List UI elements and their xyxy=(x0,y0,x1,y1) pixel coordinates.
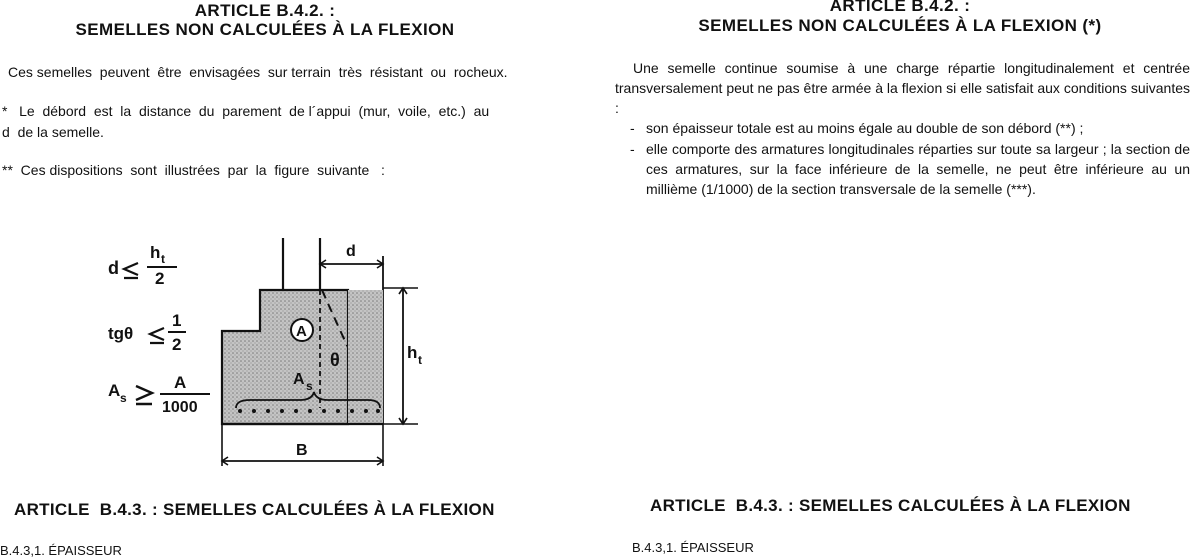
formula-theta-condition xyxy=(108,311,186,354)
formula-d-numerator-sub: t xyxy=(161,252,165,266)
right-bullet-2 xyxy=(630,139,1190,219)
right-bullet-2-text: elle comporte des armatures longitudinales réparties sur toute sa largeur ; la section de ces armatures, sur la face inférieure de la semelle, ne peut être inférieure au un millième (1/1000) de la section transversale de la semelle (***). xyxy=(646,141,1190,197)
label-a: A xyxy=(296,323,307,340)
formula-as-denominator: 1000 xyxy=(162,399,198,416)
formula-d-numerator: h xyxy=(150,243,161,262)
left-paragraph-2-line1: * Le débord est la distance du parement de l´appui (mur, voile, etc.) au xyxy=(2,103,490,119)
left-section-title: ARTICLE B.4.3. : SEMELLES CALCULÉES À LA FLEXION xyxy=(14,500,495,519)
label-b: B xyxy=(296,442,308,459)
left-paragraph-3: ** Ces dispositions sont illustrées par la figure suivante : xyxy=(2,162,385,178)
label-as: A xyxy=(293,371,305,388)
formula-as-lhs: A xyxy=(108,381,121,400)
leq-symbol xyxy=(150,328,164,343)
label-d: d xyxy=(346,243,356,260)
left-paragraph-1: Ces semelles peuvent être envisagées sur terrain très résistant ou rocheux. xyxy=(8,64,508,80)
right-title-line1: ARTICLE B.4.2. : xyxy=(829,0,971,15)
label-ht-sub: t xyxy=(418,353,422,367)
leq-symbol xyxy=(124,263,138,278)
bullet-dash: - xyxy=(630,141,635,157)
right-section-title: ARTICLE B.4.3. : SEMELLES CALCULÉES À LA FLEXION xyxy=(650,496,1131,515)
label-as-sub: s xyxy=(306,379,313,393)
left-title-line2: SEMELLES NON CALCULÉES À LA FLEXION xyxy=(75,20,455,39)
footing-figure xyxy=(100,228,440,473)
formula-theta-lhs: tgθ xyxy=(108,324,134,343)
right-subsection: B.4.3,1. ÉPAISSEUR xyxy=(632,540,754,555)
left-subsection: B.4.3,1. ÉPAISSEUR xyxy=(0,543,122,558)
right-bullet-1-text: son épaisseur totale est au moins égale au double de son débord (**) ; xyxy=(646,120,1084,136)
formula-as-condition xyxy=(108,373,210,416)
formula-d-condition xyxy=(108,243,177,288)
formula-theta-denominator: 2 xyxy=(172,335,182,354)
geq-symbol xyxy=(136,386,152,404)
label-theta: θ xyxy=(330,350,340,370)
label-ht: h xyxy=(407,343,418,362)
formula-as-numerator: A xyxy=(174,373,187,392)
formula-as-lhs-sub: s xyxy=(120,391,127,405)
left-title-line1: ARTICLE B.4.2. : xyxy=(194,1,336,20)
bullet-dash: - xyxy=(630,120,635,136)
left-paragraph-2-line2: d de la semelle. xyxy=(2,124,104,140)
right-title-line2: SEMELLES NON CALCULÉES À LA FLEXION (*) xyxy=(698,16,1102,35)
formula-d-denominator: 2 xyxy=(155,269,165,288)
right-bullet-1 xyxy=(630,118,1190,138)
formula-theta-numerator: 1 xyxy=(172,311,182,330)
right-paragraph: Une semelle continue soumise à une charge répartie longitudinalement et centrée transversalement peut ne pas être armée à la flexion si elle satisfait aux conditions suivantes : xyxy=(615,60,1190,116)
formula-d-lhs: d xyxy=(108,258,119,278)
